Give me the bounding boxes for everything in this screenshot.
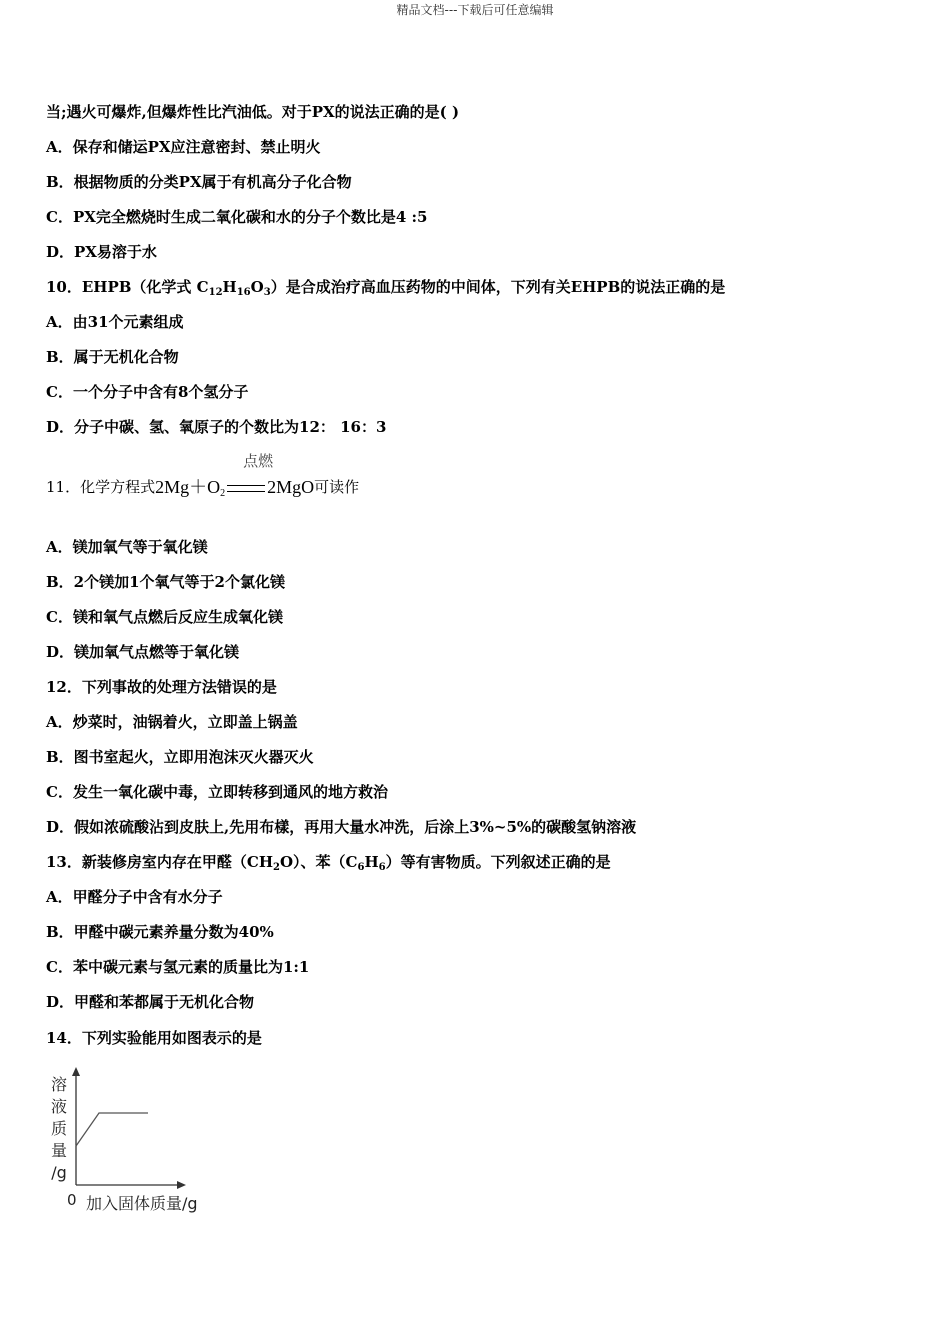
y-axis-label-char: 液 (50, 1097, 67, 1116)
q9-stem: 当;遇火可爆炸,但爆炸性比汽油低。对于PX的说法正确的是( ) (46, 103, 460, 121)
q9-option-a: A．保存和储运PX应注意密封、禁止明火 (46, 138, 321, 156)
equation-left: 2Mg＋O (155, 477, 221, 497)
q11-option-b: B．2个镁加1个氧气等于2个氯化镁 (46, 573, 285, 591)
data-curve (76, 1113, 148, 1146)
origin-label: 0 (67, 1191, 77, 1209)
q10-option-b: B．属于无机化合物 (46, 348, 179, 366)
q9-option-d: D．PX易溶于水 (46, 243, 157, 261)
q9-option-b: B．根据物质的分类PX属于有机高分子化合物 (46, 173, 352, 191)
q13-sub-h6: 6 (378, 862, 386, 873)
q10-stem (46, 277, 725, 297)
q10-option-a: A．由31个元素组成 (46, 313, 184, 331)
q13-mid2: H (364, 853, 379, 871)
equation-left-sub: 2 (220, 488, 226, 499)
q13-stem-pre: 13．新装修房室内存在甲醛（CH (46, 853, 273, 871)
q14-stem: 14．下列实验能用如图表示的是 (46, 1029, 262, 1047)
y-axis-label-char: 量 (50, 1141, 67, 1160)
q13-stem-post: ）等有害物质。下列叙述正确的是 (385, 853, 611, 871)
q11-option-a: A．镁加氧气等于氧化镁 (46, 538, 208, 556)
q10-option-c: C．一个分子中含有8个氢分子 (46, 383, 249, 401)
q12-option-a: A．炒菜时，油锅着火，立即盖上锅盖 (46, 713, 298, 731)
q10-sub-c: 12 (208, 287, 223, 298)
q10-option-d: D．分子中碳、氢、氧原子的个数比为12： 16：3 (46, 418, 387, 436)
q13-mid1: O）、苯（C (279, 853, 358, 871)
page-header: 精品文档---下载后可任意编辑 (396, 3, 554, 17)
q11-stem-post: 可读作 (314, 478, 360, 496)
q11-option-c: C．镁和氧气点燃后反应生成氧化镁 (46, 608, 283, 626)
solution-mass-graph (46, 1064, 216, 1224)
equation-right: 2MgO (267, 477, 315, 497)
q12-stem: 12．下列事故的处理方法错误的是 (46, 678, 277, 696)
q10-o: O (250, 278, 264, 296)
q13-option-d: D．甲醛和苯都属于无机化合物 (46, 993, 255, 1011)
q10-sub-o: 3 (263, 287, 271, 298)
equation-condition: 点燃 (243, 452, 274, 470)
q9-option-c: C．PX完全燃烧时生成二氧化碳和水的分子个数比是4 :5 (46, 208, 428, 226)
q13-option-a: A．甲醛分子中含有水分子 (46, 888, 223, 906)
q10-stem-pre: 10．EHPB（化学式 C (46, 278, 209, 296)
x-axis-label: 加入固体质量/g (86, 1194, 198, 1213)
y-axis-label-unit: /g (51, 1163, 67, 1182)
q12-option-d: D．假如浓硫酸沾到皮肤上,先用布樣，再用大量水冲洗，后涂上3%~5%的碳酸氢钠溶液 (46, 818, 637, 836)
q10-stem-post: ）是合成治疗高血压药物的中间体，下列有关EHPB的说法正确的是 (270, 278, 726, 296)
q13-sub-c6: 6 (357, 862, 365, 873)
q13-stem (46, 852, 611, 872)
q11-stem (46, 452, 360, 499)
q13-option-c: C．苯中碳元素与氢元素的质量比为1:1 (46, 958, 310, 976)
x-axis-arrow (177, 1181, 186, 1189)
q11-option-d: D．镁加氧气点燃等于氧化镁 (46, 643, 240, 661)
q11-stem-pre: 11．化学方程式 (46, 478, 156, 496)
y-axis-label-char: 质 (50, 1119, 67, 1138)
q12-option-c: C．发生一氧化碳中毒，立即转移到通风的地方救治 (46, 783, 388, 801)
y-axis-label-char: 溶 (50, 1075, 67, 1094)
q10-h: H (222, 278, 237, 296)
q10-sub-h: 16 (236, 287, 251, 298)
equation-equals-sign (227, 485, 265, 492)
q13-option-b: B．甲醛中碳元素养量分数为40% (46, 923, 274, 941)
q12-option-b: B．图书室起火，立即用泡沫灭火器灭火 (46, 748, 314, 766)
y-axis-label (49, 1074, 69, 1184)
q13-sub-ch2o: 2 (273, 862, 280, 873)
chemical-equation (155, 452, 315, 499)
y-axis-arrow (72, 1067, 80, 1076)
